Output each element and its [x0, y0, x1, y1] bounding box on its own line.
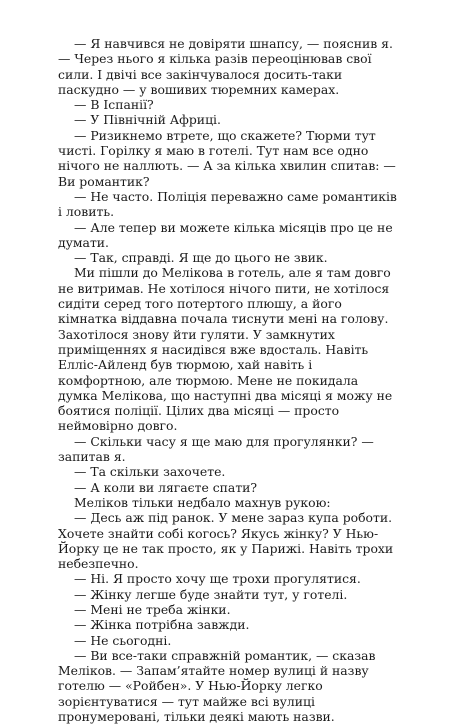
paragraph: — Жінка потрібна завжди. — [74, 617, 250, 633]
paragraph: — Але тепер ви можете кілька місяців про це не думати. — [58, 219, 393, 250]
paragraph: — Не сьогодні. — [74, 632, 172, 648]
paragraph: — В Іспанії? — [74, 97, 154, 113]
paragraph: Меліков тільки недбало махнув рукою: — [74, 494, 331, 510]
paragraph: — У Північній Африці. — [74, 112, 221, 128]
paragraph: — Ні. Я просто хочу ще трохи прогулятися. — [74, 571, 361, 587]
paragraph: — Не часто. Поліція переважно саме романтиків і ловить. — [58, 188, 397, 220]
paragraph: — Жінку легше буде знайти тут, у готелі. — [74, 586, 348, 602]
paragraph: — Скільки часу я ще маю для прогулянки? — запитав я. — [58, 433, 374, 465]
paragraph: — Мені не треба жінки. — [74, 601, 231, 617]
paragraph: — А коли ви лягаєте спати? — [74, 479, 258, 495]
paragraph: — Ви все-таки справжній романтик, — сказав Меліков. — Запам’ятайте номер вулиці й назву готелю — «Ройбен». У Нью-Йорку легко зорієнтуватися — тут майже всі вулиці пронумеровані, тільки деякі мають назви. — [58, 647, 376, 724]
paragraph: — Так, справді. Я ще до цього не звик. — [74, 250, 328, 266]
paragraph: — Ризикнемо втрете, що скажете? Тюрми тут чисті. Горілку я маю в готелі. Тут нам все одно нічого не наллють. — А за кілька хвилин спитав: — Ви романтик? — [58, 127, 396, 189]
paragraph: — Десь аж під ранок. У мене зараз купа роботи. Хочете знайти собі когось? Якусь жінку? У Нью-Йорку це не так просто, як у Парижі. Навіть трохи небезпечно. — [58, 510, 394, 572]
paragraph: — Я навчився не довіряти шнапсу, — пояснив я. — Через нього я кілька разів переоцінював свої сили. І двічі все закінчувалося досить-таки паскудно — у вошивих тюремних камерах. — [58, 36, 393, 97]
page-text — [58, 36, 398, 724]
paragraph: Ми пішли до Мелікова в готель, але я там довго не витримав. Не хотілося нічого пити, не хотілося сидіти серед того потертого плюшу, а його кімнатка віддавна почала тиснути мені на голову. Захотілося знову йти гуляти. У замкнутих приміщеннях я насидівся вже вдосталь. Навіть Елліс-Айленд був тюрмою, хай навіть і комфортною, але тюрмою. Мене не покидала думка Мелікова, що наступні два місяці я можу не боятися поліції. Цілих два місяці — просто неймовірно довго. — [58, 265, 393, 434]
paragraph: — Та скільки захочете. — [74, 464, 226, 480]
